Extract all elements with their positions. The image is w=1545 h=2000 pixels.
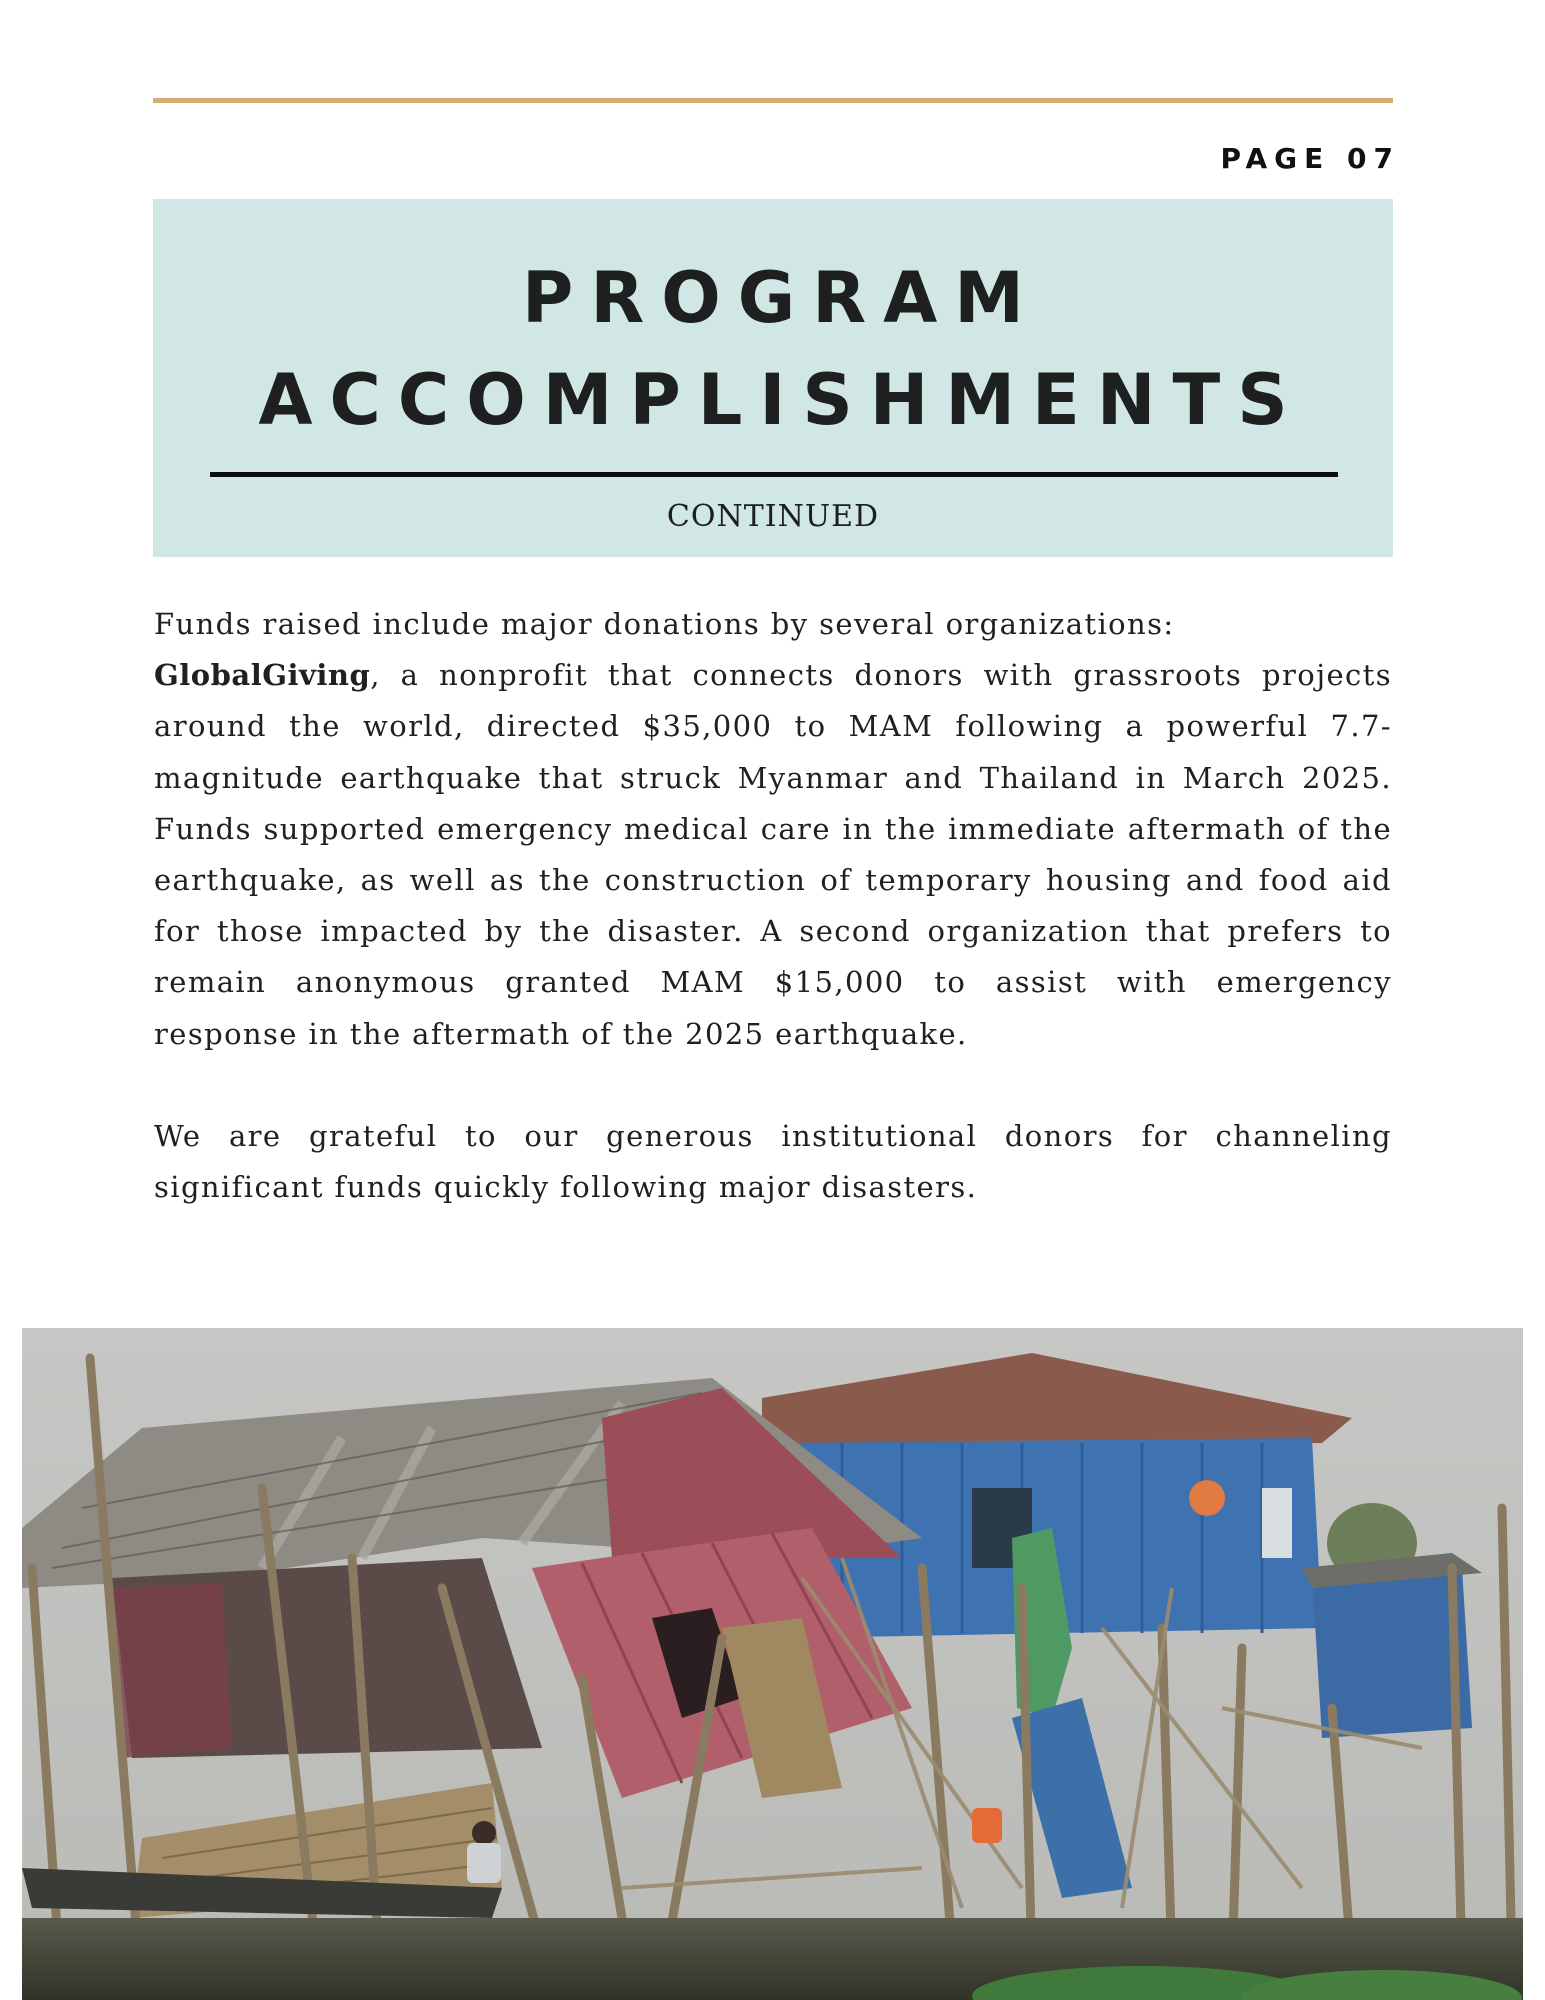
donation-paragraph [154, 650, 1392, 1060]
page-title-line-2: ACCOMPLISHMENTS [258, 359, 1305, 441]
page-title [153, 247, 1393, 451]
paragraph-spacer [154, 1060, 1392, 1111]
org-name: GlobalGiving [154, 658, 371, 693]
title-banner [153, 199, 1393, 557]
title-underline [210, 472, 1338, 477]
intro-paragraph: Funds raised include major donations by several organizations: [154, 607, 1175, 641]
page-number: PAGE 07 [1220, 142, 1400, 175]
top-accent-rule [153, 98, 1393, 103]
page-title-line-1: PROGRAM [522, 257, 1041, 339]
gratitude-paragraph: We are grateful to our generous institutional donors for channeling significant funds quickly following major disasters. [154, 1119, 1392, 1205]
body-text [154, 599, 1392, 1213]
donation-paragraph-text: , a nonprofit that connects donors with grassroots projects around the world, directed $35,000 to MAM following a powerful 7.7-magnitude earthquake that struck Myanmar and Thailand in March 2025. Funds supported emergency medical care in the immediate aftermath of the earthquake, as well as the construction of temporary housing and food aid for those impacted by the disaster. A second organization that prefers to remain anonymous granted MAM $15,000 to assist with emergency response in the aftermath of the 2025 earthquake. [154, 658, 1392, 1051]
earthquake-damage-photo [22, 1328, 1523, 2000]
page-subtitle: CONTINUED [666, 499, 880, 534]
